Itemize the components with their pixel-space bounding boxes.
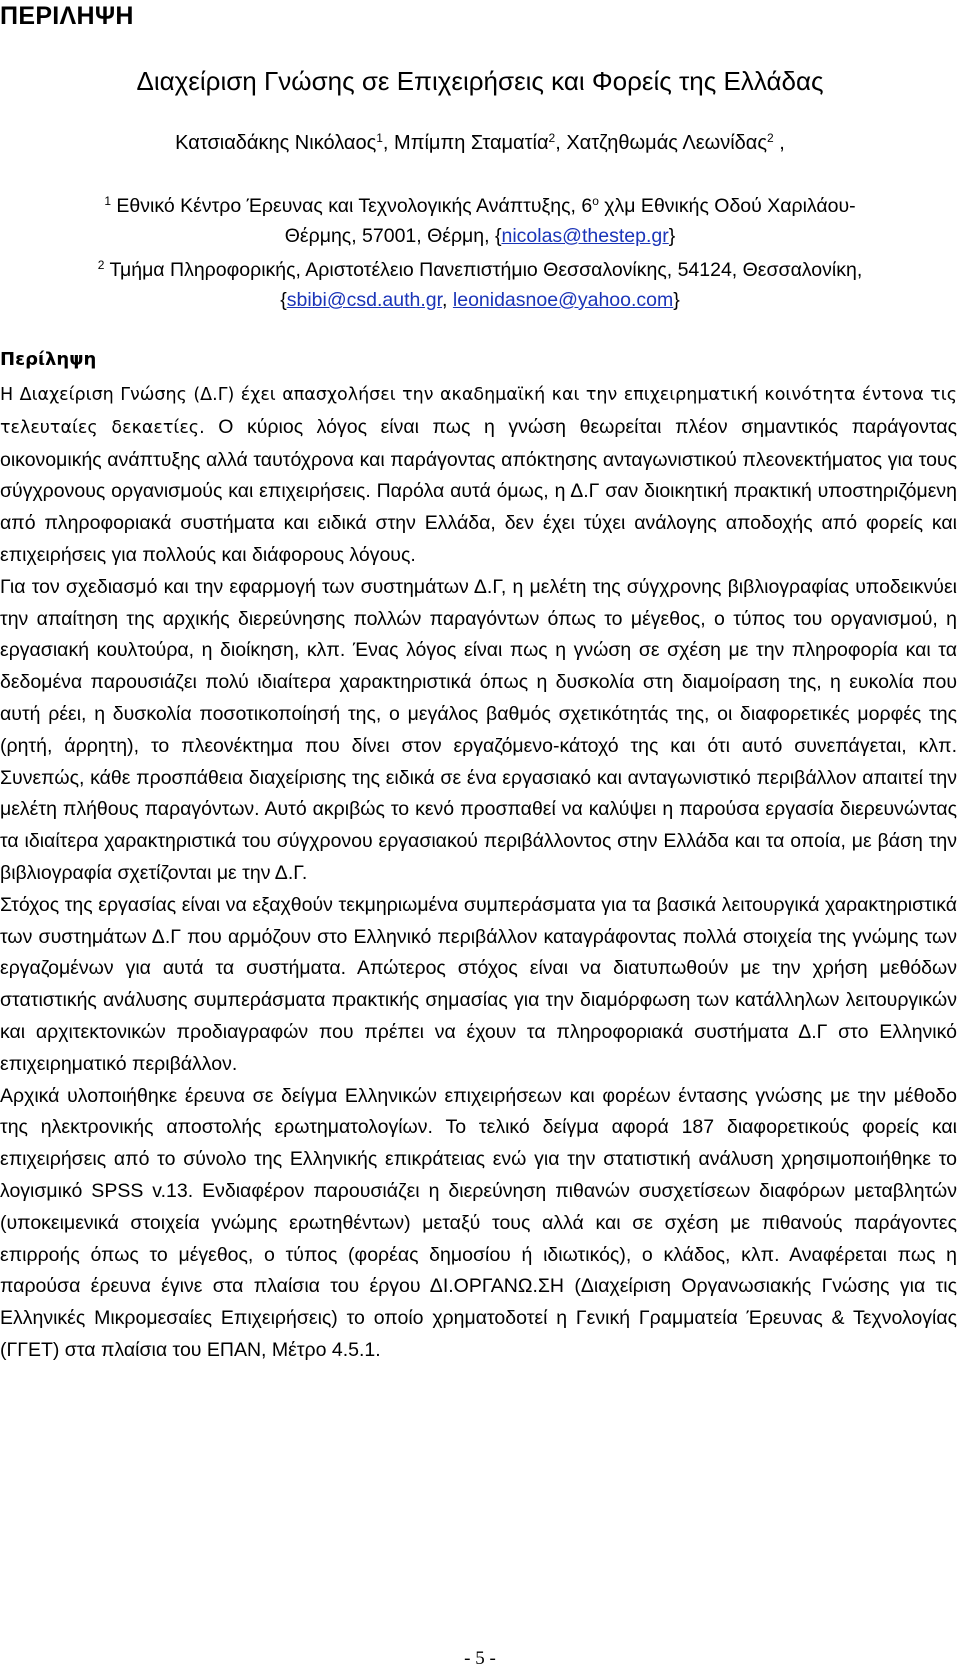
abstract-lead-sentence: Η Διαχείριση Γνώσης (Δ.Γ) έχει απασχολήσει την ακαδημαϊκή και την επιχειρηματική κοινότητα έντονα τις τελευταίες δεκαετίες.	[0, 385, 957, 438]
abstract-paragraph	[0, 379, 957, 572]
ordinal-mark: ο	[592, 194, 599, 208]
page-number: - 5 -	[464, 1648, 496, 1669]
author-list	[0, 132, 960, 155]
email-link[interactable]: sbibi@csd.auth.gr	[286, 289, 443, 311]
author-separator: ,	[382, 132, 395, 154]
author-name: Χατζηθωμάς Λεωνίδας	[566, 132, 768, 154]
affiliation-1	[0, 191, 960, 251]
abstract-body	[0, 379, 957, 1367]
paper-title: Διαχείριση Γνώσης σε Επιχειρήσεις και Φορείς της Ελλάδας	[136, 66, 824, 96]
affiliation-text: Εθνικό Κέντρο Έρευνας και Τεχνολογικής Ανάπτυξης, 6	[111, 195, 593, 217]
email-link[interactable]: nicolas@thestep.gr	[501, 225, 669, 247]
author-name: Μπίμπη Σταματία	[394, 132, 549, 154]
author-list-tail: ,	[773, 132, 785, 154]
author-name: Κατσιαδάκης Νικόλαος	[175, 132, 377, 154]
abstract-text: Ο κύριος λόγος είναι πως η γνώση θεωρείται πλέον σημαντικός παράγοντας οικονομικής ανάπτυξης αλλά ταυτόχρονα και παράγοντας απόκτησης ανταγωνιστικού πλεονεκτήματος για τους σύγχρονους οργανισμούς και επιχειρήσεις. Παρόλα αυτά όμως, η Δ.Γ σαν διοικητική πρακτική υποστηριζόμενη από πληροφοριακά συστήματα και ειδικά στην Ελλάδα, δεν έχει τύχει ανάλογης αποδοχής από φορείς και επιχειρήσεις για πολλούς και διάφορους λόγους.	[0, 415, 957, 566]
author-affiliation-mark: 2	[548, 131, 556, 145]
affiliation-2	[0, 255, 960, 315]
affiliation-mark: 1	[104, 194, 111, 208]
email-separator: ,	[442, 289, 453, 311]
abstract-heading: Περίληψη	[0, 349, 97, 370]
affiliation-text: Τμήμα Πληροφορικής, Αριστοτέλειο Πανεπιστήμιο Θεσσαλονίκης, 54124, Θεσσαλονίκη,	[104, 259, 863, 281]
brace-close: }	[673, 289, 680, 311]
author-separator: ,	[555, 132, 567, 154]
abstract-paragraph: Για τον σχεδιασμό και την εφαρμογή των συστημάτων Δ.Γ, η μελέτη της σύγχρονης βιβλιογραφίας υποδεικνύει την απαίτηση της αρχικής διερεύνησης πολλών παραγόντων όπως το μέγεθος, ο τύπος του οργανισμού, η εργασιακή κουλτούρα, η διοίκηση, κλπ. Ένας λόγος είναι πως η γνώση σε σχέση με την πληροφορία και τα δεδομένα παρουσιάζει πολύ ιδιαίτερα χαρακτηριστικά όπως η δυσκολία στη διαμοίραση της, η ευκολία που αυτή ρέει, η δυσκολία ποσοτικοποίησή της, ο μεγάλος βαθμός σχετικότητάς της, οι διαφορετικές μορφές της (ρητή, άρρητη), το πλεονέκτημα που δίνει στον εργαζόμενο-κάτοχό της και ότι αυτό συνεπάγεται, κλπ. Συνεπώς, κάθε προσπάθεια διαχείρισης της ειδικά σε ένα εργασιακό και ανταγωνιστικό περιβάλλον απαιτεί την μελέτη πλήθους παραγόντων. Αυτό ακριβώς το κενό προσπαθεί να καλύψει η παρούσα εργασία διερευνώντας τα ιδιαίτερα χαρακτηριστικά του σύγχρονου εργασιακού περιβάλλοντος στην Ελλάδα και τα οποία, με βάση την βιβλιογραφία σχετίζονται με την Δ.Γ.	[0, 575, 957, 884]
affiliation-text: χλμ Εθνικής Οδού Χαριλάου-	[598, 195, 856, 217]
affiliation-mark: 2	[97, 258, 105, 272]
affiliation-text: Θέρμης, 57001, Θέρμη, {	[284, 225, 502, 247]
brace-close: }	[668, 225, 676, 247]
brace-open: {	[280, 289, 287, 311]
author-affiliation-mark: 2	[767, 131, 774, 145]
author-affiliation-mark: 1	[376, 131, 383, 145]
abstract-paragraph: Στόχος της εργασίας είναι να εξαχθούν τεκμηριωμένα συμπεράσματα για τα βασικά λειτουργικά χαρακτηριστικά των συστημάτων Δ.Γ που αρμόζουν στο Ελληνικό περιβάλλον καταγράφοντας πολλά στοιχεία της γνώμης των εργαζομένων για αυτά τα συστήματα. Απώτερος στόχος είναι να διατυπωθούν με την χρήση μεθόδων στατιστικής ανάλυσης συμπεράσματα πρακτικής σημασίας για την διαμόρφωση των κατάλληλων λειτουργικών και αρχιτεκτονικών προδιαγραφών που πρέπει να έχουν τα πληροφοριακά συστήματα Δ.Γ στο Ελληνικό επιχειρηματικό περιβάλλον.	[0, 893, 957, 1075]
email-link[interactable]: leonidasnoe@yahoo.com	[452, 289, 674, 311]
abstract-paragraph: Αρχικά υλοποιήθηκε έρευνα σε δείγμα Ελληνικών επιχειρήσεων και φορέων έντασης γνώσης με την μέθοδο της ηλεκτρονικής αποστολής ερωτηματολογίων. Το τελικό δείγμα αφορά 187 διαφορετικούς φορείς και επιχειρήσεις από το σύνολο της Ελληνικής επικράτειας ενώ για την στατιστική ανάλυση χρησιμοποιήθηκε το λογισμικό SPSS v.13. Ενδιαφέρον παρουσιάζει η διερεύνηση πιθανών συσχετίσεων διαφόρων μεταβλητών (υποκειμενικά στοιχεία γνώμης ερωτηθέντων) μεταξύ τους αλλά και σε σχέση με πιθανούς παράγοντες επιρροής όπως το μέγεθος, ο τύπος (φορέας δημοσίου ή ιδιωτικός), ο κλάδος, κλπ. Αναφέρεται πως η παρούσα έρευνα έγινε στα πλαίσια του έργου ΔΙ.ΟΡΓΑΝΩ.ΣΗ (Διαχείριση Οργανωσιακής Γνώσης για τις Ελληνικές Μικρομεσαίες Επιχειρήσεις) το οποίο χρηματοδοτεί η Γενική Γραμματεία Έρευνας & Τεχνολογίας (ΓΓΕΤ) στα πλαίσια του ΕΠΑΝ, Μέτρο 4.5.1.	[0, 1084, 957, 1361]
section-heading: ΠΕΡΙΛΗΨΗ	[0, 2, 134, 30]
